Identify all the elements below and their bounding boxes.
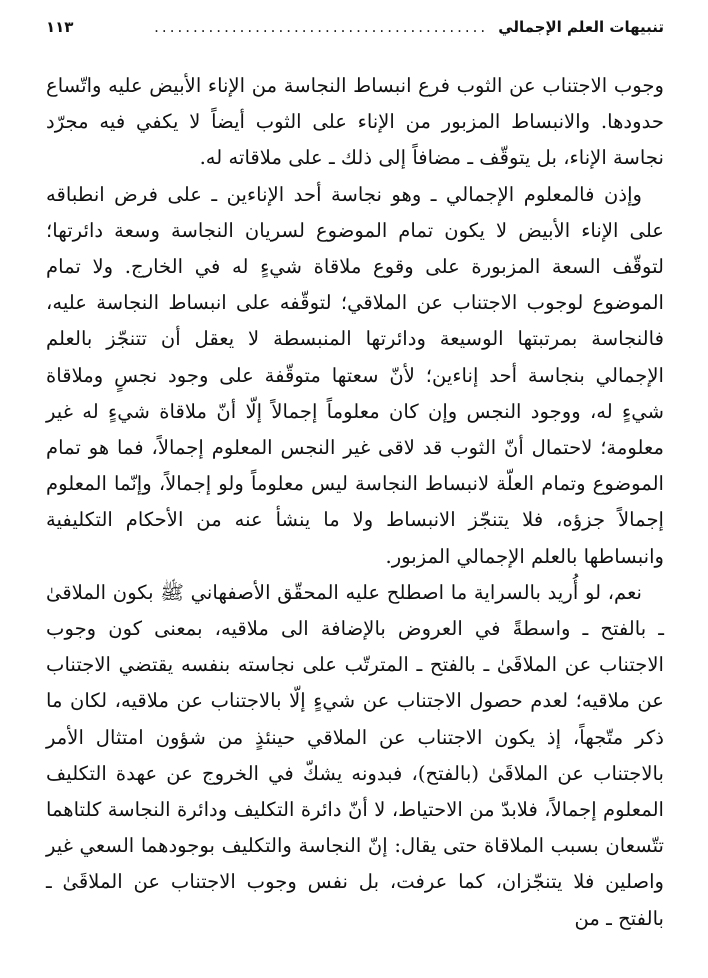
page-number: ١١٣ bbox=[46, 18, 74, 36]
paragraph-continuation: وجوب الاجتناب عن الثوب فرع انبساط النجاسة من الإناء الأبيض عليه واتّساع حدودها. والانبساط المزبور من الإناء على الثوب أيضاً لا يكفي فيه مجرّد نجاسة الإناء، بل يتوقّف ـ مضافاً إلى ذلك ـ على ملاقاته له. bbox=[46, 74, 664, 170]
paragraph: نعم، لو أُريد بالسراية ما اصطلح عليه المحقّق الأصفهاني ﷺ بكون الملاقىٰ ـ بالفتح ـ واسطةً في العروض بالإضافة الى ملاقيه، بمعنى كون وجوب الاجتناب عن الملاقَىٰ ـ بالفتح ـ المترتّب على نجاسته بنفسه يقتضي الاجتناب عن ملاقيه؛ لعدم حصول الاجتناب عن شيءٍ إلّا بالاجتناب عن ملاقيه، لكان ما ذكر متّجهاً، إذ يكون الاجتناب عن الملاقي حينئذٍ من شؤون امتثال الأمر بالاجتناب عن الملاقَىٰ (بالفتح)، فبدونه يشكّ في الخروج عن عهدة التكليف المعلوم إجمالاً، فلابدّ من الاحتياط، لا أنّ دائرة التكليف ودائرة النجاسة كلتاهما تتّسعان بسبب الملاقاة حتى يقال: إنّ النجاسة والتكليف بوجودهما السعي غير واصلين فلا يتنجّزان، كما عرفت، بل نفس وجوب الاجتناب عن الملاقَىٰ ـ بالفتح ـ من bbox=[46, 580, 664, 930]
header-title: تنبيهات العلم الإجمالي bbox=[498, 18, 664, 36]
body-text bbox=[46, 68, 664, 937]
running-header bbox=[46, 18, 664, 52]
paragraph: وإذن فالمعلوم الإجمالي ـ وهو نجاسة أحد الإناءين ـ على فرض انطباقه على الإناء الأبيض لا يكون تمام الموضوع لسريان النجاسة وسعة دائرتها؛ لتوقّف السعة المزبورة على وقوع ملاقاة شيءٍ له في الخارج. ولا تمام الموضوع لوجوب الاجتناب عن الملاقي؛ لتوقّفه على انبساط النجاسة عليه، فالنجاسة بمرتبتها الوسيعة ودائرتها المنبسطة لا يعقل أن تتنجّز بالعلم الإجمالي بنجاسة أحد إناءين؛ لأنّ سعتها متوقّفة على وجود نجسٍ وملاقاة شيءٍ له، ووجود النجس وإن كان معلوماً إجمالاً إلّا أنّ ملاقاة شيءٍ له غير معلومة؛ لاحتمال أنّ الثوب قد لاقى غير النجس المعلوم إجمالاً، فما هو تمام الموضوع وتمام العلّة لانبساط النجاسة ليس معلوماً ولو إجمالاً، وإنّما المعلوم إجمالاً جزؤه، فلا يتنجّز الانبساط ولا ما ينشأ عنه من الأحكام التكليفية وانبساطها بالعلم الإجمالي المزبور. bbox=[46, 182, 664, 568]
header-leader-dots: ........................................... bbox=[154, 18, 489, 36]
